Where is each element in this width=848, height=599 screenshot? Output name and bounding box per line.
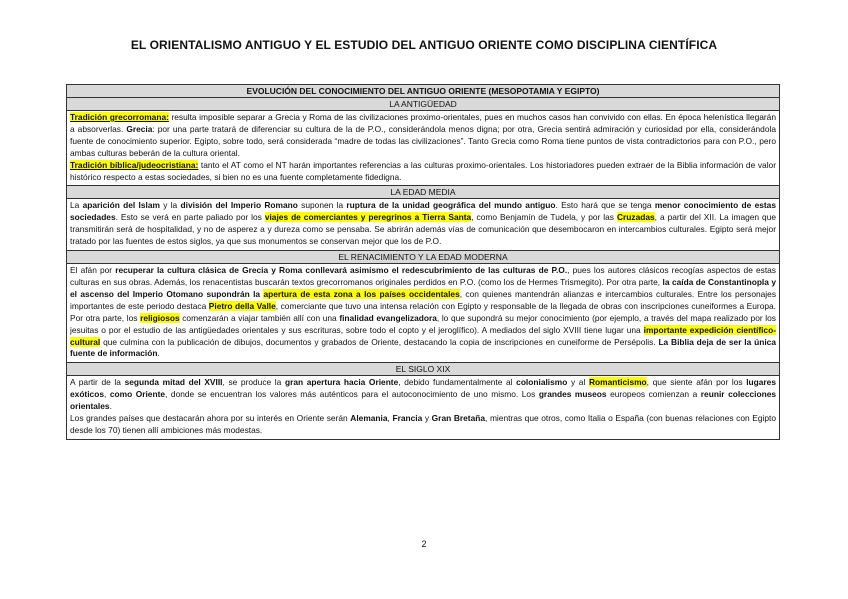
text-run: , <box>387 413 393 424</box>
emphasis-run: viajes de comerciantes y peregrinos a Tierra Santa <box>264 212 472 223</box>
emphasis-run: división del Imperio Romano <box>180 200 298 211</box>
emphasis-run: Romanticismo <box>588 377 647 388</box>
section-heading-siglo-xix: EL SIGLO XIX <box>67 363 779 376</box>
text-run: El afán por <box>70 265 116 276</box>
text-run: resulta imposible separar a Grecia y Roma de las civilizaciones proximo-orientales, pues en muchos casos han convivido con ellas. En época helenística llegarán a absorverlas. <box>70 112 776 134</box>
text-run: . Esto se verá en parte paliado por los <box>115 212 265 223</box>
section-heading-antiguedad: LA ANTIGÜEDAD <box>67 98 779 111</box>
emphasis-run: segunda mitad del XVIII <box>124 377 223 388</box>
emphasis-run: ruptura de la unidad geográfica del mundo antiguo <box>346 200 556 211</box>
text-run: La <box>70 200 83 211</box>
emphasis-run: apertura de esta zona a los países occidentales <box>263 288 460 299</box>
text-run: , a partir del XII. La imagen que transmitirán será de hospitalidad, y no de asperez a y dureza como se pensaba. Se abrirán además vías de comunicación que desembocaron en intercambios culturales. Egipto será mejor tratado por las fuentes de estos siglos, ya que sus monumentos se conservan mejor que los de P.O. <box>70 212 777 247</box>
text-run: , debido fundamentalmente al <box>398 377 517 388</box>
text-run: Los grandes países que destacarán ahora por su interés en Oriente serán <box>70 413 351 424</box>
emphasis-run: la caída de Constantinopla y el ascenso del Imperio Otomano supondrán la <box>70 276 776 299</box>
text-run: tanto el AT como el NT harán importantes referencias a las culturas proximo-orientales. Los historiadores pueden extraer de la Biblia información de valor histórico respecto a estas sociedades, si bien no es una fuente completamente fidedigna. <box>70 159 776 182</box>
text-run: , como Benjamín de Tudela, y por las <box>471 212 617 223</box>
page-number: 2 <box>421 539 427 549</box>
section-body-edad-media <box>67 199 779 251</box>
emphasis-run: Francia <box>392 413 423 424</box>
text-run: , mientras que otros, como Italia o España (con buenas relaciones con Egipto desde los 70) tienen allí ambiciones más modestas. <box>70 413 777 435</box>
emphasis-run: Pietro della Valle <box>208 300 276 311</box>
emphasis-run: importante expedición científico-cultural <box>70 324 776 347</box>
text-run: , <box>103 389 110 400</box>
emphasis-run: Cruzadas <box>616 212 655 223</box>
emphasis-run: reunir colecciones orientales <box>70 389 777 412</box>
emphasis-run: colonialismo <box>516 377 568 388</box>
emphasis-run: menor conocimiento de estas sociedades <box>70 200 776 223</box>
text-run: : por una parte tratará de diferenciar su cultura de la de P.O., considerándola menos digna; por otra, Grecia sentirá admiración y curiosidad por ella, considerándola fuente de conocimiento superior. Egipto, sobre todo, será considerada “madre de todas las civilizaciones”. Tanto Grecia como Roma tiene puntos de vista contradictorios para con P.O., pero ambas culturas beberán de la cultura oriental. <box>70 123 776 158</box>
paragraph <box>70 200 776 248</box>
page-title: EL ORIENTALISMO ANTIGUO Y EL ESTUDIO DEL ANTIGUO ORIENTE COMO DISCIPLINA CIENTÍFICA <box>130 38 718 52</box>
emphasis-run: religiosos <box>140 312 180 323</box>
section-heading-renacimiento: EL RENACIMIENTO Y LA EDAD MODERNA <box>67 251 779 264</box>
paragraph <box>70 112 776 160</box>
text-run: , que siente afán por los <box>646 377 747 388</box>
text-run: . Esto hará que se tenga <box>555 200 655 211</box>
text-run: . <box>109 401 112 412</box>
section-heading-edad-media: LA EDAD MEDIA <box>67 186 779 199</box>
emphasis-run: finalidad evangelizadora <box>339 312 437 323</box>
text-run: , donde se encuentran los valores más auténticos para el autoconocimiento de uno mismo. Los <box>165 389 539 400</box>
text-run: y <box>422 413 432 424</box>
emphasis-run: como Oriente <box>109 389 166 400</box>
table-header: EVOLUCIÓN DEL CONOCIMIENTO DEL ANTIGUO ORIENTE (MESOPOTAMIA Y EGIPTO) <box>67 85 779 98</box>
emphasis-run: Alemania <box>350 413 388 424</box>
emphasis-run: Grecia <box>126 123 153 134</box>
paragraph <box>70 377 776 413</box>
paragraph <box>70 413 776 437</box>
emphasis-run: recuperar la cultura clásica de Grecia y Roma conllevará asimismo el redescubrimiento de las culturas de P.O. <box>115 265 568 276</box>
emphasis-run: Tradición bíblica/judeocristiana: <box>70 159 199 170</box>
paragraph <box>70 265 776 360</box>
emphasis-run: aparición del Islam <box>82 200 160 211</box>
text-run: suponen la <box>297 200 347 211</box>
section-body-siglo-xix <box>67 376 779 439</box>
section-body-renacimiento <box>67 264 779 363</box>
text-run: , con quienes mantendrán alianzas e intercambios culturales. Entre los personajes importantes de este periodo destaca <box>70 288 777 311</box>
text-run: comenzarán a viajar también allí con una <box>179 312 340 323</box>
emphasis-run: gran apertura hacia Oriente <box>284 377 399 388</box>
emphasis-run: lugares exóticos <box>70 377 776 400</box>
text-run: . <box>157 348 160 359</box>
emphasis-run: grandes museos <box>538 389 607 400</box>
text-run: y al <box>567 377 589 388</box>
evolution-table <box>66 84 780 440</box>
text-run: que culmina con la publicación de dibujos, documentos y grabados de Oriente, destacando la copia de inscripciones en cuneiforme de Persépolis. <box>100 336 659 347</box>
paragraph <box>70 160 776 184</box>
text-run: A partir de la <box>70 377 125 388</box>
text-run: europeos comienzan a <box>606 389 701 400</box>
text-run: , pues los autores clásicos recogías aspectos de estas culturas en sus obras. Además, los renacentistas buscarán textos grecorromanos originales perdidos en P.O. (como los de Hermes Trismegito). Por otra parte, <box>70 265 776 287</box>
text-run: , comerciante que tuvo una intensa relación con Egipto y responsable de la llegada de obras con inscripciones cuneiformes a Europa. Por otra parte, los <box>70 300 776 323</box>
emphasis-run: Gran Bretaña <box>431 413 486 424</box>
text-run: , lo que supondrá su mejor conocimiento (por ejemplo, a través del mapa realizado por los jesuitas o por el estudio de las antigüedades orientales y sus escrituras, sobre todo el copto y el jeroglífico). A mediados del siglo XVIII tiene lugar una <box>70 312 776 335</box>
emphasis-run: Tradición grecorromana: <box>70 112 169 122</box>
text-run: y la <box>159 200 181 211</box>
emphasis-run: La Biblia deja de ser la única fuente de información <box>70 336 776 359</box>
text-run: , se produce la <box>222 377 285 388</box>
section-body-antiguedad <box>67 111 779 186</box>
